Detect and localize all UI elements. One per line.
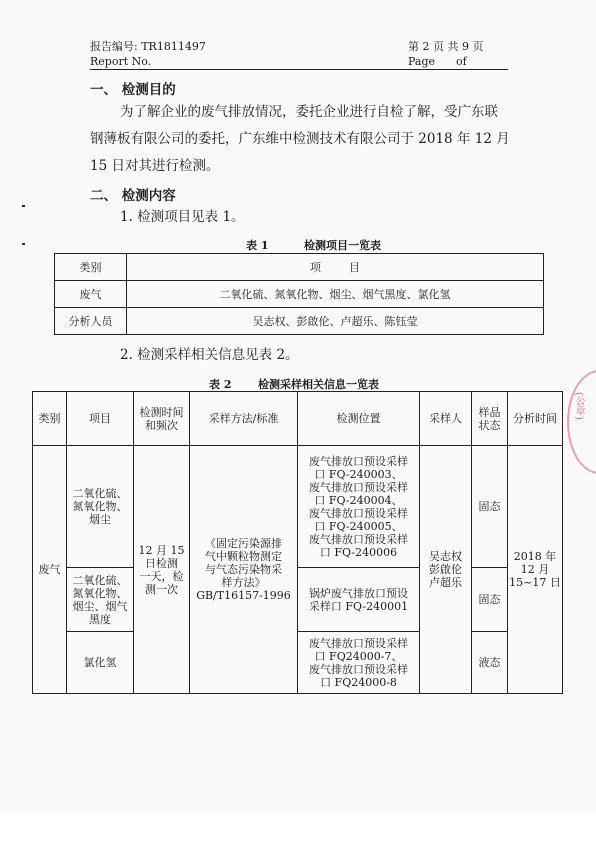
table2-caption-number: 表 2 bbox=[209, 378, 232, 391]
section1-line-3: 15 日对其进行检测。 bbox=[90, 158, 220, 174]
cell-line: 《固定污染源排 bbox=[205, 537, 282, 550]
cell-line: 2018 年 bbox=[513, 550, 557, 563]
report-number-en: Report No. bbox=[90, 55, 152, 68]
report-number-cn: 报告编号: TR1811497 bbox=[90, 40, 206, 53]
table2-time-freq bbox=[134, 446, 190, 694]
table1-waste-gas-items: 二氧化硫、氮氧化物、烟尘、烟气黑度、氯化氢 bbox=[127, 281, 544, 308]
table1-analysts-value: 吴志权、彭啟伦、卢超乐、陈钰莹 bbox=[127, 308, 544, 335]
header-line: 检测时间 bbox=[139, 405, 184, 419]
cell-line: 烟尘 bbox=[89, 513, 111, 526]
cell-line: 测一次 bbox=[145, 582, 178, 596]
cell-line: 废气排放口预设采样 bbox=[309, 480, 408, 494]
table-row bbox=[33, 446, 563, 568]
cell-line: 样方法》 bbox=[221, 576, 266, 589]
table-row bbox=[33, 568, 563, 632]
cell-line: 口 FQ-240006 bbox=[319, 545, 398, 559]
table1-caption-number: 表 1 bbox=[246, 239, 269, 252]
section1-heading: 一、 检测目的 bbox=[90, 82, 176, 98]
header-rule bbox=[90, 69, 508, 70]
scan-speck bbox=[22, 205, 25, 207]
table2-analysis-time bbox=[508, 446, 563, 694]
cell-line: 15~17 日 bbox=[509, 576, 561, 589]
cell-line: GB/T16157-1996 bbox=[196, 589, 291, 602]
table-row bbox=[55, 254, 544, 281]
cell-line: 口 FQ24000-8 bbox=[320, 675, 397, 689]
table1-header-category: 类别 bbox=[55, 254, 127, 281]
table2-caption-title: 检测采样相关信息一览表 bbox=[258, 378, 379, 391]
table2-method bbox=[190, 446, 298, 694]
scan-speck bbox=[22, 243, 25, 245]
cell-line: 口 FQ24000-7、 bbox=[314, 649, 403, 663]
cell-line: 氯化氢 bbox=[83, 656, 117, 669]
table2-header-analysis-time: 分析时间 bbox=[508, 392, 563, 446]
cell-line: 废气排放口预设采样 bbox=[309, 454, 408, 468]
table2-row2-item bbox=[67, 568, 134, 632]
table1-header-items: 项 目 bbox=[127, 254, 544, 281]
table2-row1-item bbox=[67, 446, 134, 568]
section1-line-2: 钢薄板有限公司的委托，广东维中检测技术有限公司于 2018 年 12 月 bbox=[90, 131, 510, 147]
cell-line: 废气排放口预设采样 bbox=[309, 662, 408, 676]
cell-line: 二氧化硫、 bbox=[72, 573, 128, 587]
table2-row1-state: 固态 bbox=[472, 446, 508, 568]
table1-category-waste-gas: 废气 bbox=[55, 281, 127, 308]
table2-header-item: 项目 bbox=[67, 392, 134, 446]
section2-item-2: 2. 检测采样相关信息见表 2。 bbox=[120, 347, 299, 363]
cell-line: 与气态污染物采 bbox=[205, 563, 282, 576]
table2-header-category: 类别 bbox=[33, 392, 67, 446]
header-line: 状态 bbox=[478, 418, 501, 432]
section1-line-1: 为了解企业的废气排放情况，委托企业进行自检了解，受广东联 bbox=[120, 104, 498, 120]
cell-line: 卢超乐 bbox=[429, 576, 462, 589]
table2-category-waste-gas: 废气 bbox=[33, 446, 67, 694]
table1-caption-title: 检测项目一览表 bbox=[304, 239, 381, 252]
section2-item-1: 1. 检测项目见表 1。 bbox=[120, 209, 245, 225]
cell-line: 二氧化硫、 bbox=[72, 487, 128, 500]
table2 bbox=[32, 391, 563, 694]
table-row bbox=[55, 281, 544, 308]
cell-line: 口 FQ-240003、 bbox=[314, 467, 403, 481]
table2-row2-location bbox=[298, 568, 420, 632]
cell-line: 口 FQ-240004、 bbox=[314, 493, 403, 507]
table-row bbox=[33, 392, 563, 446]
page-number-cn: 第 2 页 共 9 页 bbox=[408, 40, 484, 53]
table2-row3-item bbox=[67, 632, 134, 694]
cell-line: 烟尘、烟气 bbox=[72, 599, 128, 613]
cell-line: 12 月 15 bbox=[138, 543, 185, 557]
table2-header-state bbox=[472, 392, 508, 446]
table-row bbox=[33, 632, 563, 694]
cell-line: 口 FQ-240005、 bbox=[314, 519, 403, 533]
table2-header-location: 检测位置 bbox=[298, 392, 420, 446]
cell-line: 气中颗粒物测定 bbox=[205, 550, 282, 563]
table2-header-method: 采样方法/标准 bbox=[190, 392, 298, 446]
cell-line: 废气排放口预设采样 bbox=[309, 506, 408, 520]
table2-row1-location bbox=[298, 446, 420, 568]
cell-line: 废气排放口预设采样 bbox=[309, 636, 408, 650]
table1-analysts-label: 分析人员 bbox=[55, 308, 127, 335]
cell-line: 一天，检 bbox=[139, 569, 184, 583]
header-line: 样品 bbox=[478, 405, 501, 419]
table2-header-time-freq bbox=[134, 392, 190, 446]
cell-line: 废气排放口预设采样 bbox=[309, 532, 408, 546]
table1 bbox=[54, 253, 544, 335]
table-row bbox=[55, 308, 544, 335]
header-line: 和频次 bbox=[145, 418, 178, 432]
cell-line: 吴志权 bbox=[429, 550, 462, 563]
cell-line: 氮氧化物、 bbox=[72, 586, 128, 600]
table2-row2-state: 固态 bbox=[472, 568, 508, 632]
table2-sampler bbox=[420, 446, 472, 694]
page-number-en: Page of bbox=[408, 55, 467, 68]
table2-row3-state: 液态 bbox=[472, 632, 508, 694]
section2-heading: 二、 检测内容 bbox=[90, 188, 176, 204]
cell-line: 黑度 bbox=[89, 612, 111, 626]
table2-row3-location bbox=[298, 632, 420, 694]
cell-line: 氮氧化物、 bbox=[72, 500, 128, 513]
cell-line: 彭啟伦 bbox=[429, 563, 462, 576]
page-bottom-margin bbox=[0, 812, 596, 842]
cell-line: 日检测 bbox=[145, 556, 178, 570]
cell-line: 12 月 bbox=[520, 563, 550, 576]
cell-line: 采样口 FQ-240001 bbox=[308, 599, 409, 613]
table2-header-sampler: 采样人 bbox=[420, 392, 472, 446]
cell-line: 锅炉废气排放口预设 bbox=[309, 586, 408, 600]
seal-text: (公章) bbox=[573, 392, 584, 420]
